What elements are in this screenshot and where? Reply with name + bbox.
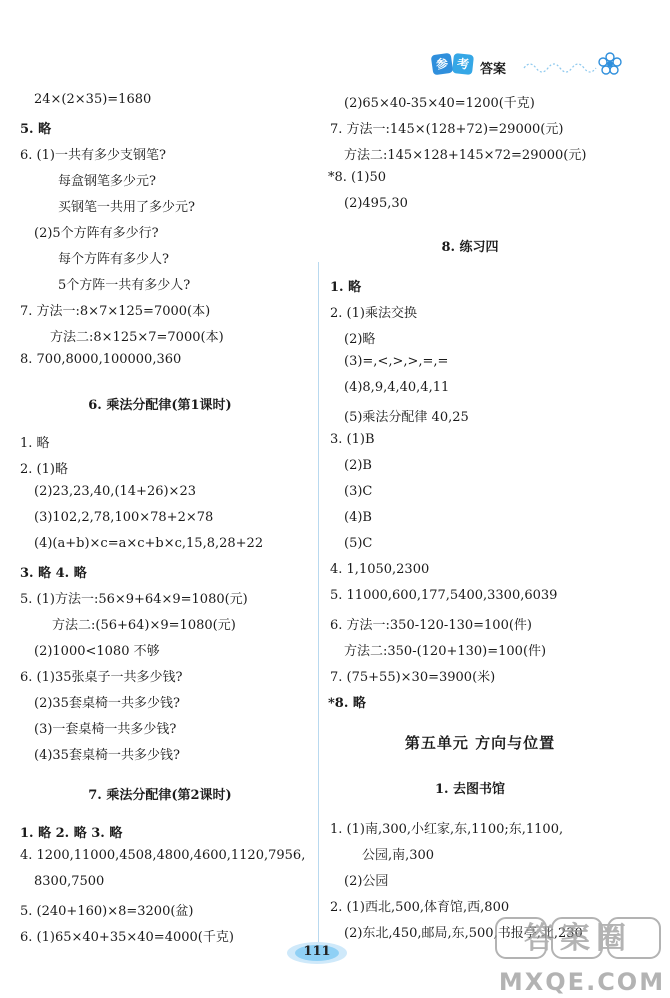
answer-label: 答案 (480, 62, 507, 77)
answer-line: (3)一套桌椅一共多少钱? (34, 722, 177, 737)
answer-line: (4)B (344, 510, 372, 525)
watermark-top-text: 答案圈 (524, 921, 632, 956)
answer-line: (4)8,9,4,40,4,11 (344, 380, 450, 395)
answer-line: 8. 700,8000,100000,360 (20, 352, 182, 367)
answer-line: 5. 略 (20, 122, 52, 137)
column-divider (318, 262, 319, 962)
answer-line: 每个方阵有多少人? (58, 252, 169, 267)
answer-line: 6. (1)一共有多少支钢笔? (20, 148, 166, 163)
answer-line: 6. (1)35张桌子一共多少钱? (20, 670, 183, 685)
answer-line: 1. 略 (330, 280, 362, 295)
answer-line: 每盒钢笔多少元? (58, 174, 156, 189)
answer-line: 买钢笔一共用了多少元? (58, 200, 195, 215)
answer-line: (4)(a+b)×c=a×c+b×c,15,8,28+22 (34, 536, 264, 551)
tag-can: 参 (431, 53, 454, 76)
answer-line: 3. (1)B (330, 432, 375, 447)
answer-line: 6. 方法一:350-120-130=100(件) (330, 618, 532, 633)
answer-line: 5. 11000,600,177,5400,3300,6039 (330, 588, 558, 603)
answer-line: (2)495,30 (344, 196, 408, 211)
answer-line: 1. (1)南,300,小红家,东,1100;东,1100, (330, 822, 564, 837)
answer-line: 方法二:145×128+145×72=29000(元) (344, 148, 587, 163)
flower-icon (598, 52, 622, 76)
answer-line: 6. (1)65×40+35×40=4000(千克) (20, 930, 234, 945)
answer-line: 方法二:(56+64)×9=1080(元) (52, 618, 236, 633)
answer-header (432, 50, 662, 84)
answer-line: (2)1000<1080 不够 (34, 644, 160, 659)
answer-line: 5. (1)方法一:56×9+64×9=1080(元) (20, 592, 248, 607)
answer-line: 方法二:350-(120+130)=100(件) (344, 644, 547, 659)
answer-line: (2)略 (344, 332, 376, 347)
section-title: 1. 去图书馆 (434, 782, 506, 797)
answer-line: 3. 略 4. 略 (20, 566, 87, 581)
tag-kao: 考 (452, 53, 474, 75)
answer-line: 8300,7500 (34, 874, 105, 889)
answer-line: (2)东北,450,邮局,东,500,书报亭,北,230 (344, 926, 583, 941)
answer-line: (2)23,23,40,(14+26)×23 (34, 484, 196, 499)
answer-line: (5)C (344, 536, 373, 551)
answer-line: 2. (1)略 (20, 462, 68, 477)
answer-line: 7. 方法一:8×7×125=7000(本) (20, 304, 211, 319)
answer-line: 公园,南,300 (362, 848, 435, 863)
answer-line: 24×(2×35)=1680 (34, 92, 152, 107)
answer-line: (3)102,2,78,100×78+2×78 (34, 510, 214, 525)
section-title: 8. 练习四 (441, 240, 499, 255)
answer-line: 1. 略 2. 略 3. 略 (20, 826, 123, 841)
page-number-label: 111 (303, 944, 331, 959)
answer-line: (2)5个方阵有多少行? (34, 226, 159, 241)
section-title: 7. 乘法分配律(第2课时) (88, 788, 232, 803)
answer-line: 7. 方法一:145×(128+72)=29000(元) (330, 122, 564, 137)
answer-line: *8. (1)50 (328, 170, 386, 185)
answer-line: 2. (1)西北,500,体育馆,西,800 (330, 900, 510, 915)
answer-line: 4. 1200,11000,4508,4800,4600,1120,7956, (20, 848, 306, 863)
swirl-decoration-icon (522, 60, 602, 74)
section-title: 6. 乘法分配律(第1课时) (88, 398, 232, 413)
answer-line: (2)公园 (344, 874, 389, 889)
watermark-logo-icon (488, 910, 670, 998)
answer-line: (4)35套桌椅一共多少钱? (34, 748, 180, 763)
answer-line: (5)乘法分配律 40,25 (344, 410, 469, 425)
answer-line: 5. (240+160)×8=3200(盆) (20, 904, 194, 919)
answer-line: 5个方阵一共有多少人? (58, 278, 191, 293)
page-number (286, 940, 348, 966)
answer-line: *8. 略 (328, 696, 366, 711)
watermark-bottom-text: MXQE.COM (498, 968, 666, 996)
answer-line: (3)=,<,>,>,=,= (344, 354, 449, 369)
answer-line: (2)B (344, 458, 372, 473)
answer-line: 方法二:8×125×7=7000(本) (50, 330, 224, 345)
answer-line: 2. (1)乘法交换 (330, 306, 417, 321)
answer-line: (2)65×40-35×40=1200(千克) (344, 96, 535, 111)
answer-line: (2)35套桌椅一共多少钱? (34, 696, 180, 711)
answer-line: (3)C (344, 484, 373, 499)
answer-line: 7. (75+55)×30=3900(米) (330, 670, 496, 685)
answer-line: 1. 略 (20, 436, 50, 451)
answer-line: 4. 1,1050,2300 (330, 562, 430, 577)
unit-title: 第五单元 方向与位置 (404, 734, 556, 752)
